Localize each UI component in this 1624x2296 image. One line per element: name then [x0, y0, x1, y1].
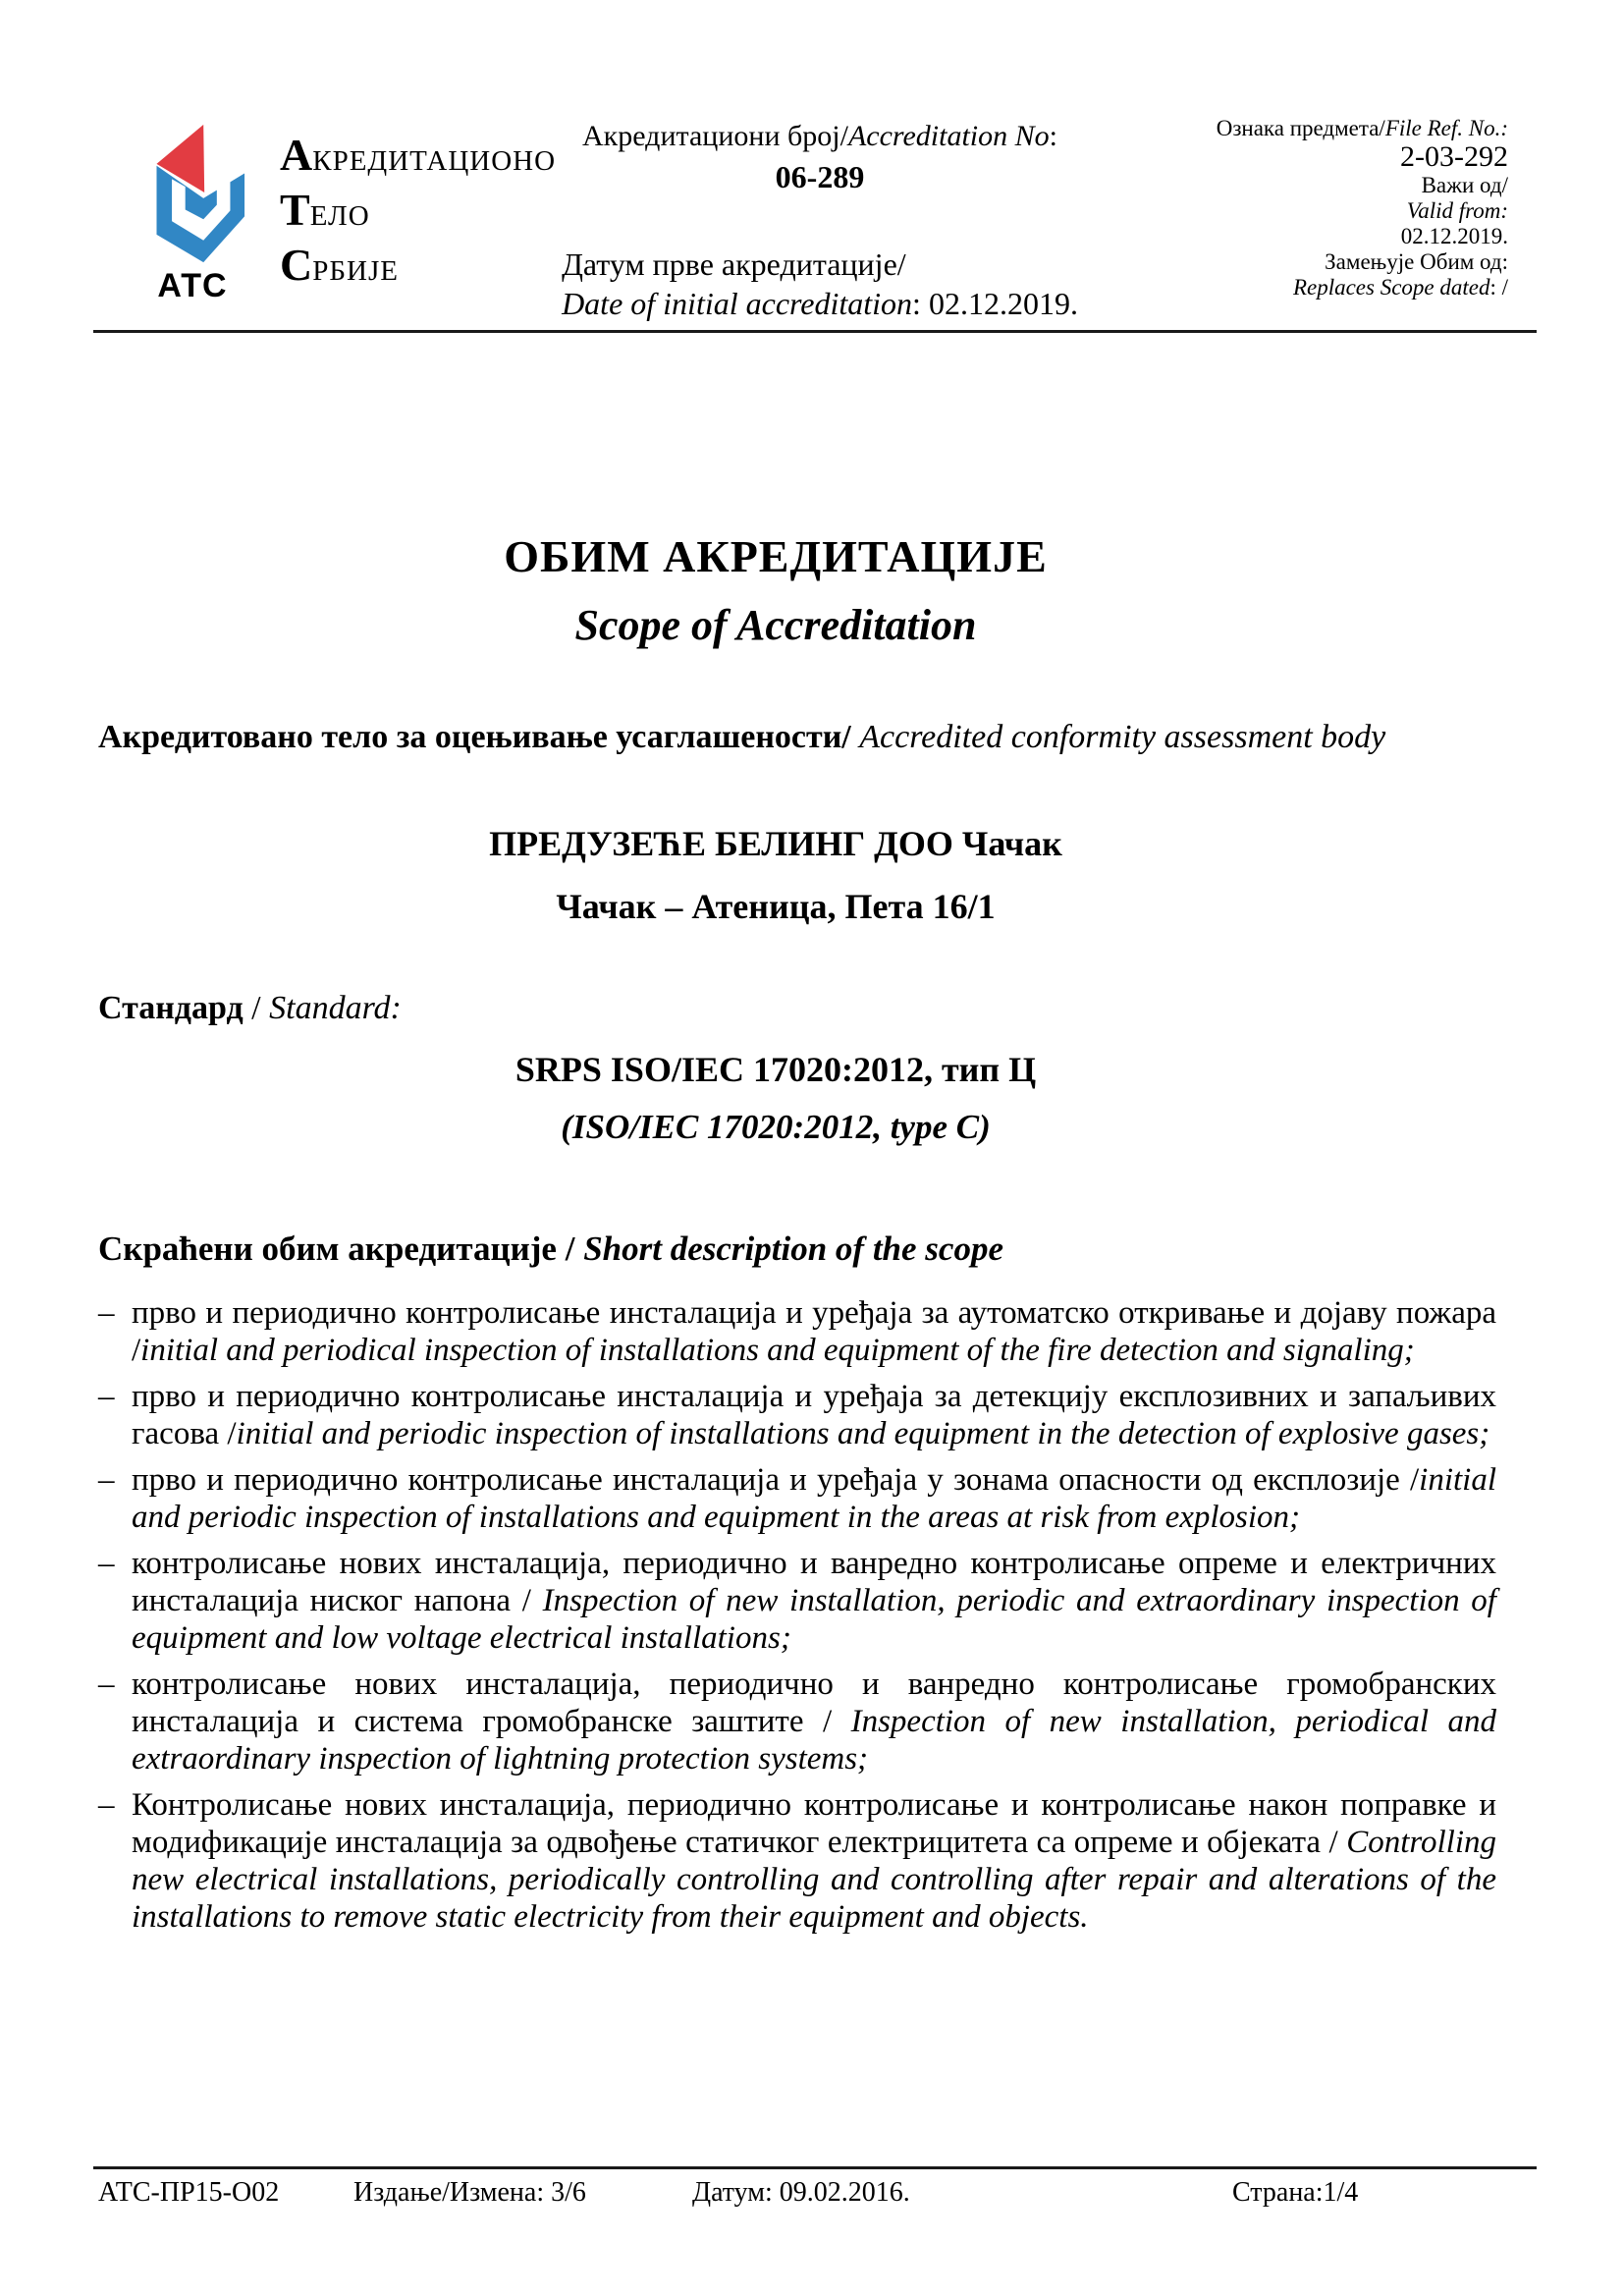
ats-logo-text: АТС — [157, 267, 228, 304]
accreditation-number-value: 06-289 — [775, 159, 865, 194]
file-ref-label — [1135, 116, 1508, 141]
scope-item — [98, 1378, 1496, 1452]
brand-rest: КРЕДИТАЦИОНО — [312, 145, 557, 177]
scope-item — [98, 1786, 1496, 1936]
scope-item — [98, 1461, 1496, 1536]
title-block — [98, 530, 1453, 650]
brand-initial: А — [280, 130, 313, 180]
accreditation-number-colon: : — [1049, 120, 1057, 152]
replaces-scope-value: : / — [1489, 275, 1508, 300]
accredited-body-label-sr: Акредитовано тело за оцењивање усаглашености/ — [98, 719, 851, 755]
footer-row — [93, 2177, 1537, 2213]
brand-rest: РБИЈЕ — [312, 255, 399, 287]
file-ref-label-en: File Ref. No.: — [1384, 116, 1508, 140]
brand-initial: С — [280, 240, 313, 290]
initial-date-label-en: Date of initial accreditation — [562, 286, 913, 321]
scope-item-en: initial and periodic inspection of installations and equipment in the areas at risk from explosion; — [132, 1462, 1496, 1535]
scope-item-list — [98, 1294, 1496, 1944]
initial-accreditation-date-block — [562, 245, 1078, 323]
document-header — [98, 116, 1536, 322]
bullet-dash: – — [98, 1787, 115, 1823]
file-reference-block — [1135, 116, 1508, 301]
bullet-dash: – — [98, 1379, 115, 1414]
accreditation-number-block — [452, 120, 1188, 323]
scope-item-en: initial and periodical inspection of installations and equipment of the fire detection and signaling; — [140, 1333, 1415, 1368]
page-title-en: Scope of Accreditation — [574, 601, 977, 649]
replaces-scope-line-en — [1135, 275, 1508, 301]
standard-label — [98, 990, 402, 1027]
bullet-dash: – — [98, 1667, 115, 1702]
footer-divider — [93, 2166, 1537, 2169]
standard-label-separator: / — [243, 990, 270, 1026]
scope-item — [98, 1666, 1496, 1777]
standard-value-en: (ISO/IEC 17020:2012, type C) — [561, 1108, 991, 1146]
scope-item-sr: Контролисање нових инсталација, периодично контролисање и контролисање након поправке и модификације инсталација за одвођење статичког електрицитета са опреме и објеката / — [132, 1787, 1496, 1860]
company-name: ПРЕДУЗЕЋЕ БЕЛИНГ ДОО Чачак — [489, 824, 1062, 863]
file-ref-label-sr: Ознака предмета/ — [1216, 116, 1385, 140]
scope-item-en: Inspection of new installation, periodic and extraordinary inspection of equipment and low voltage electrical installations; — [132, 1583, 1496, 1656]
page-title-sr: ОБИМ АКРЕДИТАЦИЈЕ — [504, 531, 1048, 581]
accredited-body-line — [98, 719, 1496, 756]
brand-rest: ЕЛО — [309, 200, 370, 232]
footer-date: Датум: 09.02.2016. — [692, 2177, 910, 2208]
accreditation-number-label — [452, 120, 1188, 153]
valid-from-label-en: Valid from: — [1406, 198, 1508, 223]
footer-issue: Издање/Измена: 3/6 — [353, 2177, 586, 2208]
ats-logo-block — [126, 122, 259, 305]
scope-item-sr: контролисање нових инсталација, периодично и ванредно контролисање громобранских инсталација и система громобранске заштите / — [132, 1667, 1496, 1739]
valid-from-label-sr: Важи од/ — [1421, 173, 1508, 197]
ats-logo-icon — [131, 122, 254, 265]
scope-item-en: initial and periodic inspection of installations and equipment in the detection of explosive gases; — [236, 1416, 1490, 1451]
bullet-dash: – — [98, 1295, 115, 1331]
initial-date-label-sr: Датум прве акредитације/ — [562, 246, 906, 282]
footer-doc-code: АТС-ПР15-О02 — [98, 2177, 280, 2208]
brand-initial: Т — [280, 185, 310, 235]
scope-item-sr: прво и периодично контролисање инсталација и уређаја за детекцију експлозивних и запаљивих гасова / — [132, 1379, 1496, 1451]
scope-heading-en: Short description of the scope — [583, 1230, 1003, 1268]
initial-date-value: : 02.12.2019. — [912, 286, 1078, 321]
document-footer — [93, 2166, 1537, 2213]
scope-item-sr: контролисање нових инсталација, периодично и ванредно контролисање опреме и електричних инсталација ниског напона / — [132, 1546, 1496, 1618]
scope-item-en: Controlling new electrical installations, periodically controlling and controlling after repair and alterations of the installations to remove static electricity from their equipment and objects. — [132, 1825, 1496, 1935]
file-ref-value: 2-03-292 — [1400, 140, 1508, 173]
initial-date-line-en — [562, 284, 1078, 323]
standard-label-sr: Стандард — [98, 990, 244, 1026]
standard-label-en: Standard: — [269, 990, 402, 1026]
replaces-scope-label-en: Replaces Scope dated — [1292, 275, 1490, 300]
company-address: Чачак – Атеница, Пета 16/1 — [556, 887, 996, 926]
accredited-body-label-en: Accredited conformity assessment body — [850, 719, 1386, 755]
footer-page-number: Страна:1/4 — [1232, 2177, 1359, 2208]
replaces-scope-label-sr: Замењује Обим од: — [1325, 249, 1508, 274]
bullet-dash: – — [98, 1462, 115, 1498]
scope-item — [98, 1545, 1496, 1657]
accreditation-number-label-en: Accreditation No — [847, 120, 1050, 152]
valid-from-value: 02.12.2019. — [1400, 224, 1508, 248]
company-block — [98, 823, 1453, 927]
scope-heading-sr: Скраћени обим акредитације / — [98, 1230, 584, 1268]
scope-item — [98, 1294, 1496, 1369]
scope-item-sr: прво и периодично контролисање инсталација и уређаја у зонама опасности од експлозије / — [132, 1462, 1420, 1498]
header-divider — [93, 330, 1537, 333]
bullet-dash: – — [98, 1546, 115, 1581]
scope-item-sr: прво и периодично контролисање инсталација и уређаја за аутоматско откривање и дојаву пожара / — [132, 1295, 1496, 1368]
scope-item-en: Inspection of new installation, periodical and extraordinary inspection of lightning protection systems; — [132, 1704, 1496, 1777]
accreditation-number-label-sr: Акредитациони број/ — [582, 120, 848, 152]
standard-value-sr: SRPS ISO/IEC 17020:2012, тип Ц — [514, 1050, 1037, 1089]
scope-heading — [98, 1230, 1003, 1269]
